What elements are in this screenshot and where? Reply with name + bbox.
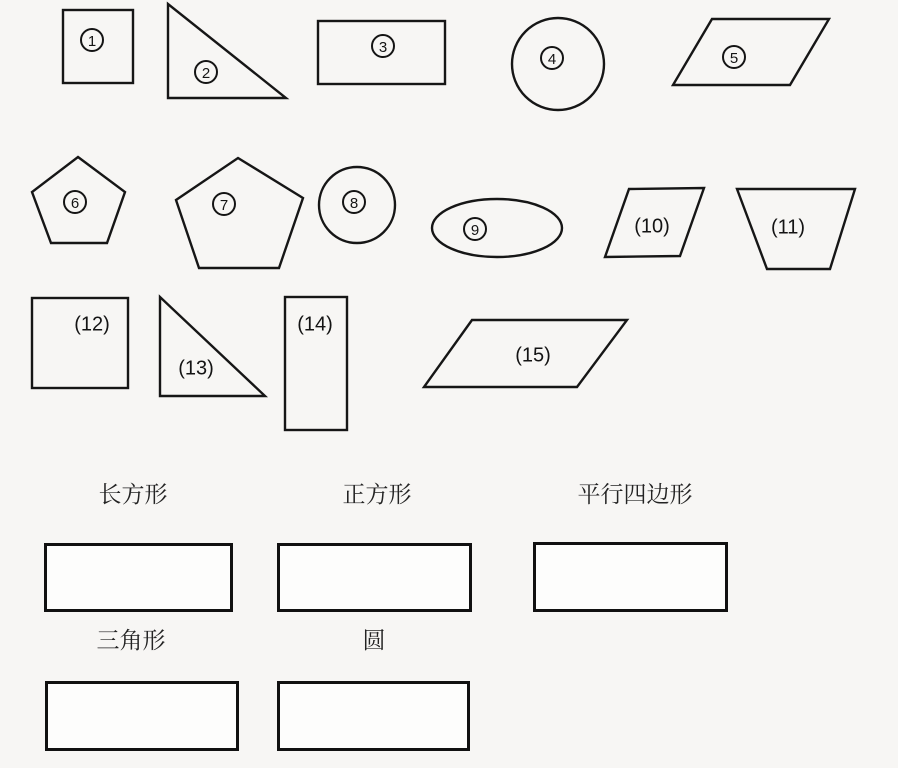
category-label-circle: 圆	[362, 627, 386, 653]
shape-14-number: (14)	[297, 313, 333, 336]
shape-10-number: (10)	[634, 215, 670, 238]
shape-11-number: (11)	[770, 216, 806, 239]
shape-8-number: 8	[342, 190, 366, 214]
category-label-square: 正方形	[342, 481, 412, 507]
shape-7-number: 7	[212, 192, 236, 216]
shape-2-number: 2	[194, 60, 218, 84]
shape-2-right-triangle	[168, 4, 286, 98]
shape-4-number: 4	[540, 46, 564, 70]
shape-5-parallelogram	[673, 19, 829, 85]
answer-box-rectangle[interactable]	[44, 543, 233, 612]
shape-15-number: (15)	[515, 344, 551, 367]
shape-3-number: 3	[371, 34, 395, 58]
shape-13-number: (13)	[178, 357, 214, 380]
shape-12-number: (12)	[74, 313, 110, 336]
answer-box-square[interactable]	[277, 543, 472, 612]
answer-box-parallelogram[interactable]	[533, 542, 728, 612]
shape-12-square	[32, 298, 128, 388]
shape-9-ellipse	[432, 199, 562, 257]
shape-1-number: 1	[80, 28, 104, 52]
shape-6-number: 6	[63, 190, 87, 214]
answer-box-circle[interactable]	[277, 681, 470, 751]
answer-box-triangle[interactable]	[45, 681, 239, 751]
shape-7-pentagon	[176, 158, 303, 268]
shape-13-right-triangle	[160, 297, 265, 396]
shape-9-number: 9	[463, 217, 487, 241]
shape-5-number: 5	[722, 45, 746, 69]
category-label-parallelogram: 平行四边形	[577, 481, 693, 507]
category-label-triangle: 三角形	[96, 627, 166, 653]
category-label-rectangle: 长方形	[98, 481, 168, 507]
